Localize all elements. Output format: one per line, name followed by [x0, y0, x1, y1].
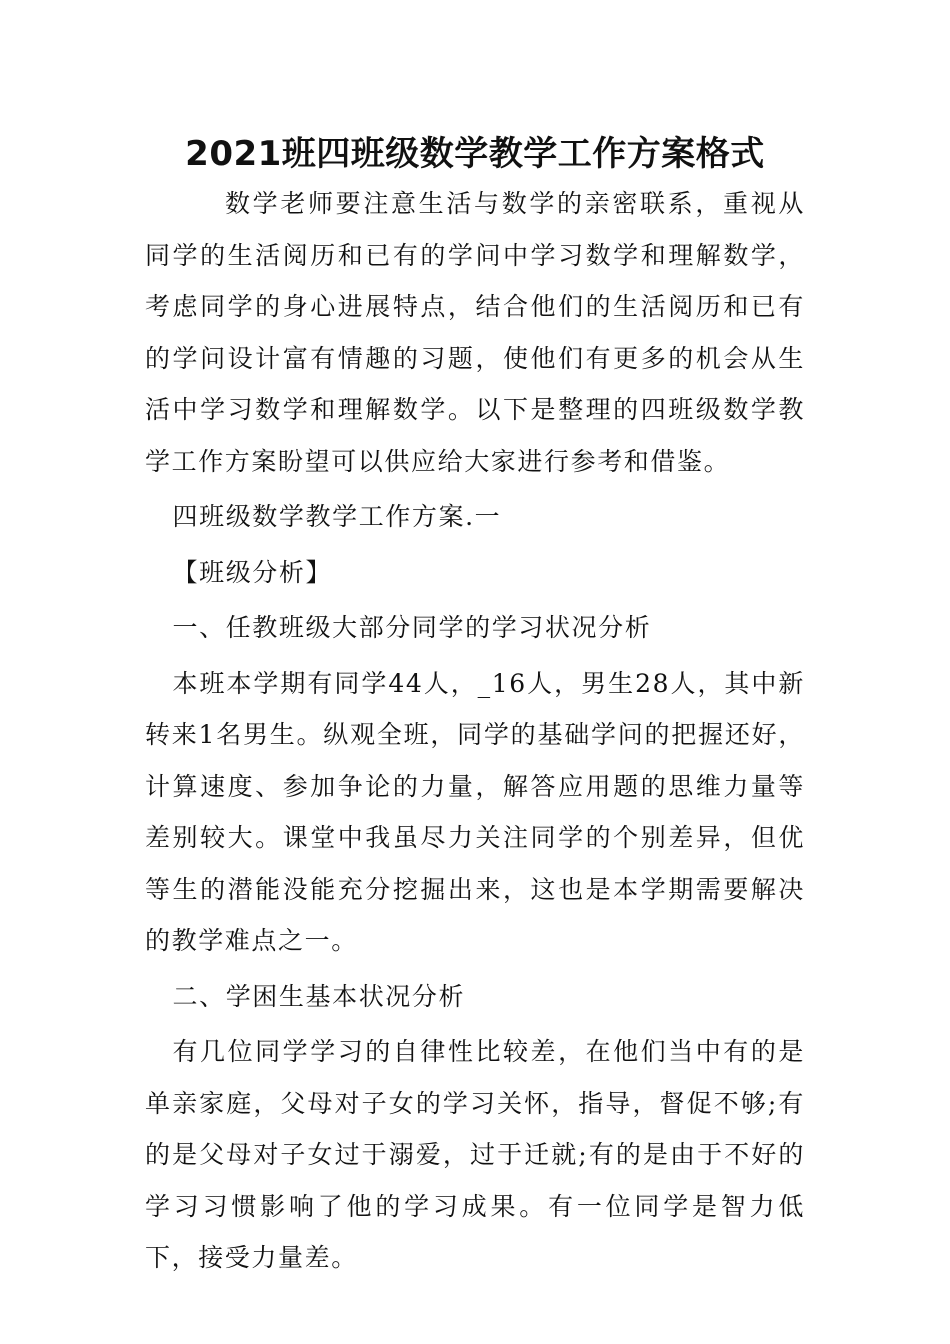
plan-heading: 四班级数学教学工作方案.一: [172, 502, 502, 531]
intro-paragraph: 数学老师要注意生活与数学的亲密联系，重视从同学的生活阅历和已有的学问中学习数学和理解数学，考虑同学的身心进展特点，结合他们的生活阅历和已有的学问设计富有情趣的习题，使他们有更多的机会从生活中学习数学和理解数学。以下是整理的四班级数学教学工作方案盼望可以供应给大家进行参考和借鉴。: [145, 189, 805, 476]
document-body: [145, 178, 805, 1284]
section-paragraph-2: 有几位同学学习的自律性比较差，在他们当中有的是单亲家庭，父母对子女的学习关怀，指导，督促不够;有的是父母对子女过于溺爱，过于迁就;有的是由于不好的学习习惯影响了他的学习成果。有一位同学是智力低下，接受力量差。: [145, 1037, 805, 1272]
class-analysis-heading: 【班级分析】: [172, 557, 333, 587]
document-title: 2021班四班级数学教学工作方案格式: [185, 134, 765, 174]
section-heading-1: 一、任教班级大部分同学的学习状况分析: [172, 613, 652, 642]
section-paragraph-1: 本班本学期有同学44人，_16人，男生28人，其中新转来1名男生。纵观全班，同学的基础学问的把握还好，计算速度、参加争论的力量，解答应用题的思维力量等差别较大。课堂中我虽尽力关注同学的个别差异，但优等生的潜能没能充分挖掘出来，这也是本学期需要解决的教学难点之一。: [145, 668, 805, 955]
section-heading-2: 二、学困生基本状况分析: [172, 981, 466, 1011]
